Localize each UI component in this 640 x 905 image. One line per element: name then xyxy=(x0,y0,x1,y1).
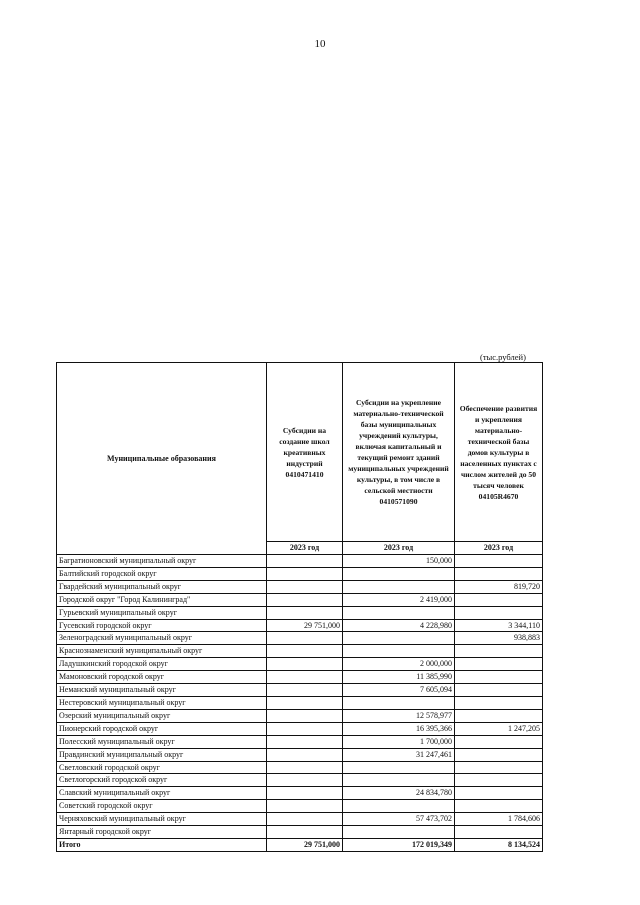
municipality-name: Черняховский муниципальный округ xyxy=(57,813,267,826)
value-col2: 2 000,000 xyxy=(343,658,455,671)
value-col2: 24 834,780 xyxy=(343,787,455,800)
value-col3 xyxy=(455,761,543,774)
value-col1 xyxy=(267,696,343,709)
value-col2: 7 605,094 xyxy=(343,684,455,697)
value-col2: 1 700,000 xyxy=(343,735,455,748)
municipality-name: Светлогорский городской округ xyxy=(57,774,267,787)
subsidy-table xyxy=(56,362,543,852)
municipality-name: Ладушкинский городской округ xyxy=(57,658,267,671)
value-col3 xyxy=(455,735,543,748)
value-col3 xyxy=(455,555,543,568)
value-col1 xyxy=(267,774,343,787)
value-col1 xyxy=(267,555,343,568)
municipality-name: Светловский городской округ xyxy=(57,761,267,774)
table-row xyxy=(57,696,543,709)
value-col3 xyxy=(455,774,543,787)
municipality-name: Багратионовский муниципальный округ xyxy=(57,555,267,568)
value-col3: 819,720 xyxy=(455,580,543,593)
header-row xyxy=(57,363,543,542)
value-col3 xyxy=(455,606,543,619)
table-row xyxy=(57,567,543,580)
value-col2: 2 419,000 xyxy=(343,593,455,606)
value-col2 xyxy=(343,606,455,619)
table-row xyxy=(57,826,543,839)
value-col2 xyxy=(343,826,455,839)
value-col2 xyxy=(343,632,455,645)
value-col3 xyxy=(455,787,543,800)
table-row xyxy=(57,735,543,748)
value-col2: 150,000 xyxy=(343,555,455,568)
value-col3 xyxy=(455,800,543,813)
header-municipality: Муниципальные образования xyxy=(57,363,267,555)
table-row xyxy=(57,787,543,800)
table-row xyxy=(57,658,543,671)
value-col1 xyxy=(267,800,343,813)
value-col1 xyxy=(267,632,343,645)
value-col2: 4 228,980 xyxy=(343,619,455,632)
table-row xyxy=(57,709,543,722)
value-col3 xyxy=(455,645,543,658)
value-col1 xyxy=(267,813,343,826)
value-col1 xyxy=(267,722,343,735)
table-row xyxy=(57,774,543,787)
value-col1: 29 751,000 xyxy=(267,619,343,632)
value-col2 xyxy=(343,696,455,709)
value-col3 xyxy=(455,593,543,606)
value-col2: 31 247,461 xyxy=(343,748,455,761)
value-col1 xyxy=(267,606,343,619)
year-col1: 2023 год xyxy=(267,542,343,555)
header-col3: Обеспечение развития и укрепления материально-технической базы домов культуры в населенных пунктах с числом жителей до 50 тысяч человек 04105R4670 xyxy=(455,363,543,542)
table-row xyxy=(57,761,543,774)
municipality-name: Неманский муниципальный округ xyxy=(57,684,267,697)
value-col1 xyxy=(267,671,343,684)
value-col1 xyxy=(267,761,343,774)
value-col2 xyxy=(343,774,455,787)
value-col3: 1 784,606 xyxy=(455,813,543,826)
value-col1 xyxy=(267,787,343,800)
value-col3 xyxy=(455,684,543,697)
units-label: (тыс.рублей) xyxy=(480,352,526,362)
municipality-name: Городской округ "Город Калининград" xyxy=(57,593,267,606)
table-row xyxy=(57,813,543,826)
value-col3 xyxy=(455,709,543,722)
table-row xyxy=(57,684,543,697)
value-col2: 11 385,990 xyxy=(343,671,455,684)
header-col2: Субсидии на укрепление материально-технической базы муниципальных учреждений культуры, включая капитальный и текущий ремонт зданий муниципальных учреждений культуры, в том числе в сельской местности 0410571090 xyxy=(343,363,455,542)
value-col1 xyxy=(267,580,343,593)
municipality-name: Гвардейский муниципальный округ xyxy=(57,580,267,593)
total-col2: 172 019,349 xyxy=(343,838,455,851)
value-col1 xyxy=(267,735,343,748)
value-col2 xyxy=(343,645,455,658)
table-row xyxy=(57,619,543,632)
table-row xyxy=(57,645,543,658)
total-col1: 29 751,000 xyxy=(267,838,343,851)
value-col3: 1 247,205 xyxy=(455,722,543,735)
municipality-name: Славский муниципальный округ xyxy=(57,787,267,800)
value-col1 xyxy=(267,826,343,839)
value-col2 xyxy=(343,761,455,774)
table-row xyxy=(57,800,543,813)
table-row xyxy=(57,606,543,619)
value-col3: 938,883 xyxy=(455,632,543,645)
value-col3: 3 344,110 xyxy=(455,619,543,632)
year-col2: 2023 год xyxy=(343,542,455,555)
table-row xyxy=(57,593,543,606)
municipality-name: Правдинский муниципальный округ xyxy=(57,748,267,761)
municipality-name: Полесский муниципальный округ xyxy=(57,735,267,748)
total-col3: 8 134,524 xyxy=(455,838,543,851)
total-row xyxy=(57,838,543,851)
municipality-name: Нестеровский муниципальный округ xyxy=(57,696,267,709)
value-col3 xyxy=(455,658,543,671)
municipality-name: Мамоновский городской округ xyxy=(57,671,267,684)
value-col2: 12 578,977 xyxy=(343,709,455,722)
table-row xyxy=(57,722,543,735)
value-col3 xyxy=(455,826,543,839)
table-row xyxy=(57,555,543,568)
value-col1 xyxy=(267,593,343,606)
table-row xyxy=(57,748,543,761)
value-col1 xyxy=(267,709,343,722)
municipality-name: Краснознаменский муниципальный округ xyxy=(57,645,267,658)
table-row xyxy=(57,580,543,593)
value-col2 xyxy=(343,580,455,593)
year-col3: 2023 год xyxy=(455,542,543,555)
value-col3 xyxy=(455,748,543,761)
municipality-name: Советский городской округ xyxy=(57,800,267,813)
value-col2: 57 473,702 xyxy=(343,813,455,826)
value-col2: 16 395,366 xyxy=(343,722,455,735)
municipality-name: Пионерский городской округ xyxy=(57,722,267,735)
value-col3 xyxy=(455,567,543,580)
value-col2 xyxy=(343,800,455,813)
value-col1 xyxy=(267,684,343,697)
municipality-name: Озерский муниципальный округ xyxy=(57,709,267,722)
municipality-name: Гурьевский муниципальный округ xyxy=(57,606,267,619)
value-col1 xyxy=(267,567,343,580)
municipality-name: Янтарный городской округ xyxy=(57,826,267,839)
value-col3 xyxy=(455,671,543,684)
municipality-name: Балтийский городской округ xyxy=(57,567,267,580)
municipality-name: Гусевский городской округ xyxy=(57,619,267,632)
value-col3 xyxy=(455,696,543,709)
value-col1 xyxy=(267,658,343,671)
value-col1 xyxy=(267,645,343,658)
table-row xyxy=(57,671,543,684)
page-number: 10 xyxy=(314,38,326,50)
total-label: Итого xyxy=(57,838,267,851)
table-row xyxy=(57,632,543,645)
value-col1 xyxy=(267,748,343,761)
header-col1: Субсидии на создание школ креативных индустрий 0410471410 xyxy=(267,363,343,542)
municipality-name: Зеленоградский муниципальный округ xyxy=(57,632,267,645)
value-col2 xyxy=(343,567,455,580)
